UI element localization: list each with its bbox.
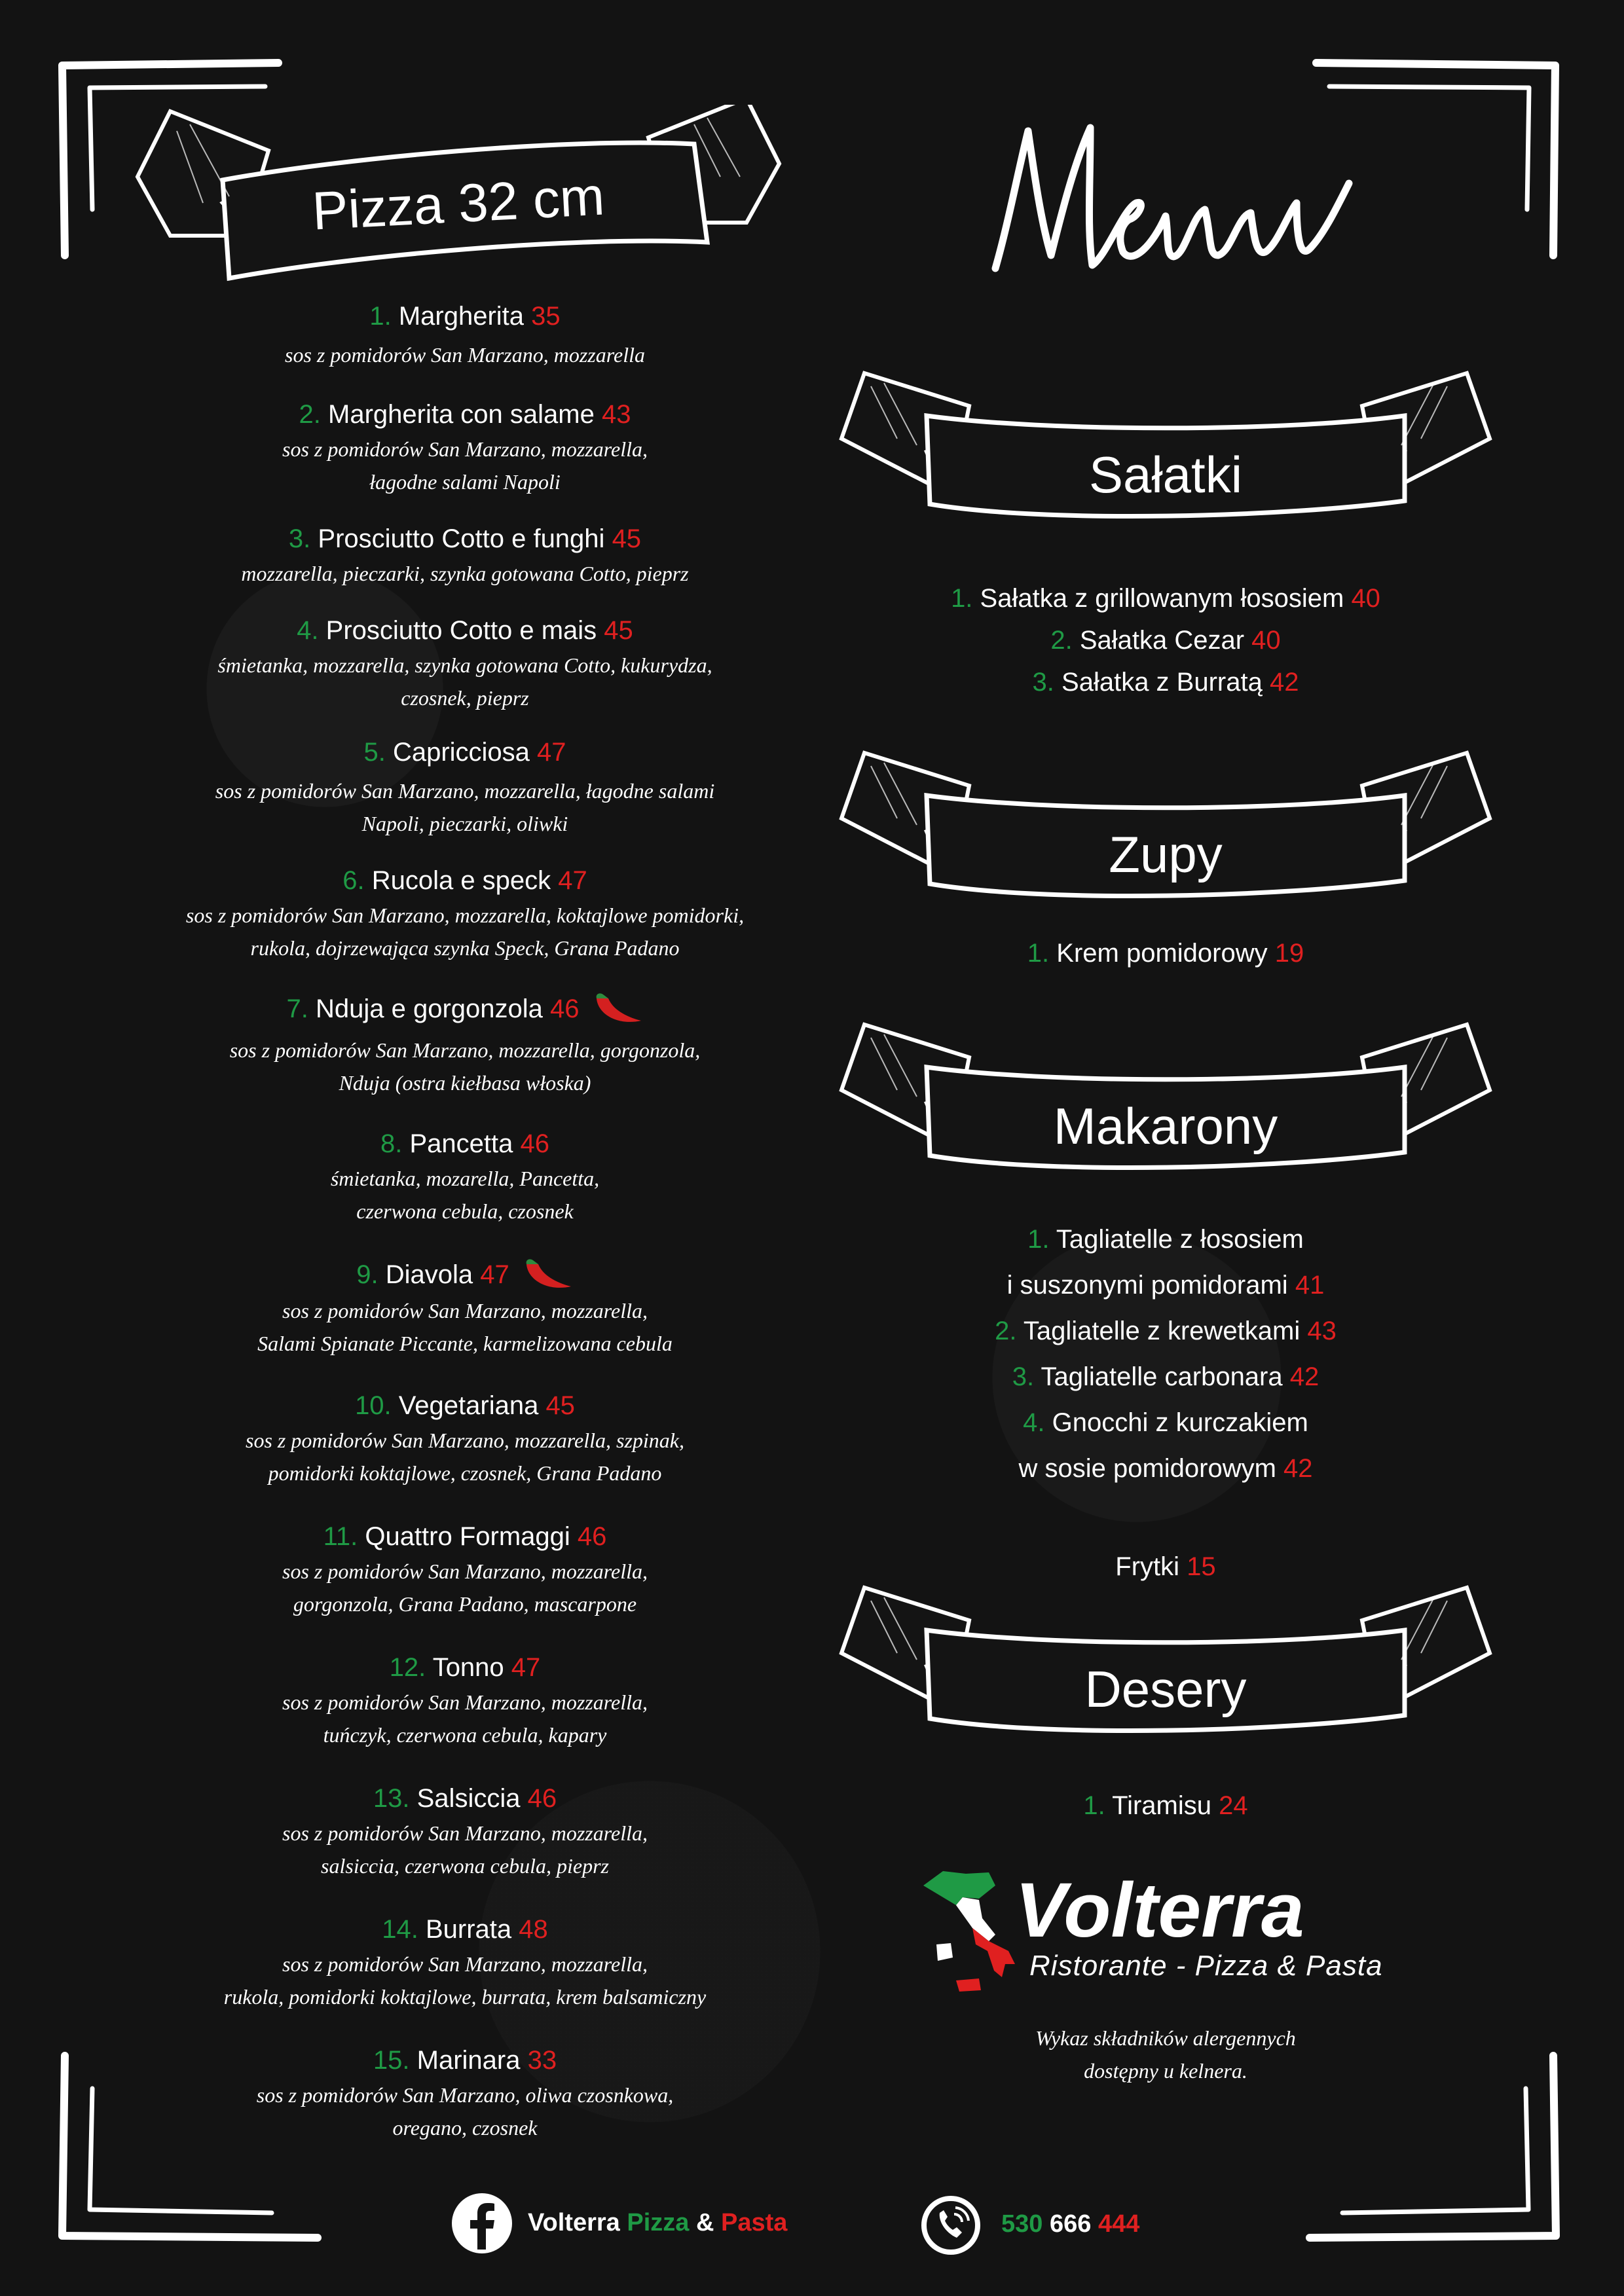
allergen-note-line: Wykaz składników alergennych [1035, 2026, 1296, 2050]
item-price: 40 [1351, 584, 1380, 613]
zupy-section-title: Zupy [1109, 826, 1223, 883]
item-price: 41 [1295, 1271, 1325, 1300]
list-item [72, 862, 858, 991]
item-name: Sałatka z Burratą [1061, 668, 1263, 697]
item-price: 40 [1251, 626, 1281, 655]
chili-pepper-icon [521, 1258, 574, 1294]
item-name: Krem pomidorowy [1056, 939, 1268, 968]
salatki-section-title: Sałatki [1088, 446, 1243, 503]
list-item [825, 661, 1506, 703]
item-description: sos z pomidorów San Marzano, mozzarella, gorgonzola, [229, 1038, 701, 1063]
desery-section-title: Desery [1084, 1660, 1247, 1718]
item-name: Burrata [425, 1915, 512, 1944]
item-name: Prosciutto Cotto e mais [325, 616, 597, 645]
item-number: 7. [286, 994, 308, 1023]
makarony-section-title: Makarony [1053, 1097, 1278, 1155]
item-price: 48 [519, 1915, 548, 1944]
item-number: 3. [1012, 1362, 1035, 1391]
item-description: tuńczyk, czerwona cebula, kapary [323, 1723, 607, 1747]
item-name: Sałatka z grillowanym łososiem [980, 584, 1344, 613]
item-number: 1. [1027, 1225, 1050, 1254]
item-name: Prosciutto Cotto e funghi [318, 524, 605, 553]
item-price: 46 [520, 1129, 549, 1158]
facebook-name-part: Volterra [528, 2209, 620, 2236]
item-description: sos z pomidorów San Marzano, mozzarella, koktajlowe pomidorki, [185, 903, 745, 927]
allergen-note [891, 2022, 1441, 2087]
item-description: oregano, czosnek [392, 2116, 538, 2140]
item-number: 13. [373, 1784, 410, 1813]
list-item-continued [825, 1446, 1506, 1491]
item-number: 6. [342, 866, 365, 895]
item-name: w sosie pomidorowym [1018, 1454, 1276, 1483]
facebook-name-part: Pasta [720, 2209, 788, 2236]
item-number: 2. [1050, 626, 1073, 655]
item-description: Nduja (ostra kiełbasa włoska) [339, 1071, 591, 1095]
salatki-list [825, 577, 1506, 703]
item-number: 2. [299, 400, 321, 429]
item-name: Rucola e speck [371, 866, 551, 895]
item-price: 43 [601, 400, 631, 429]
list-item [825, 577, 1506, 619]
item-number: 8. [380, 1129, 403, 1158]
item-description: śmietanka, mozarella, Pancetta, [330, 1167, 600, 1190]
allergen-note-line: dostępny u kelnera. [1084, 2059, 1247, 2083]
item-description: łagodne salami Napoli [369, 470, 561, 494]
item-name: Sałatka Cezar [1079, 626, 1245, 655]
item-price: 45 [604, 616, 633, 645]
desery-list [825, 1785, 1506, 1827]
item-name: Pancetta [409, 1129, 513, 1158]
item-description: czerwona cebula, czosnek [356, 1199, 574, 1223]
item-description: sos z pomidorów San Marzano, mozzarella, łagodne salami [215, 779, 715, 803]
list-item [72, 1780, 858, 1911]
item-number: 2. [995, 1317, 1017, 1345]
item-description: sos z pomidorów San Marzano, mozzarella, [282, 1559, 648, 1583]
item-description: sos z pomidorów San Marzano, mozzarella, [282, 1299, 648, 1323]
item-name: Nduja e gorgonzola [315, 994, 543, 1023]
phone-icon [920, 2195, 982, 2256]
list-item [72, 520, 858, 612]
item-price: 35 [531, 302, 561, 331]
item-name: Frytki [1115, 1552, 1180, 1581]
list-item [72, 1125, 858, 1256]
logo-name: Volterra [1015, 1867, 1304, 1954]
item-price: 47 [480, 1260, 509, 1289]
item-number: 15. [373, 2046, 410, 2075]
banner-pizza [131, 105, 786, 282]
item-number: 1. [1027, 939, 1050, 968]
item-name: Tagliatelle carbonara [1041, 1362, 1283, 1391]
item-number: 9. [356, 1260, 378, 1289]
item-name: Capricciosa [392, 738, 530, 767]
item-description: mozzarella, pieczarki, szynka gotowana Cotto, pieprz [241, 562, 689, 585]
list-item [72, 1518, 858, 1649]
makarony-list [825, 1216, 1506, 1590]
item-price: 42 [1289, 1362, 1320, 1391]
item-description: sos z pomidorów San Marzano, mozzarella, [282, 1690, 648, 1714]
logo-tagline: Ristorante - Pizza & Pasta [1029, 1950, 1383, 1982]
item-description: sos z pomidorów San Marzano, mozzarella, [282, 437, 648, 461]
banner-zupy [838, 746, 1493, 917]
item-price: 47 [558, 866, 587, 895]
item-description: sos z pomidorów San Marzano, mozzarella, [282, 1952, 648, 1976]
item-price: 47 [511, 1653, 541, 1682]
item-name: Gnocchi z kurczakiem [1052, 1408, 1308, 1437]
list-item [825, 1308, 1506, 1354]
phone-part: 530 [1001, 2210, 1043, 2238]
item-number: 4. [297, 616, 319, 645]
list-item [72, 991, 858, 1125]
item-name: Tagliatelle z łososiem [1056, 1225, 1304, 1254]
item-description: rukola, pomidorki koktajlowe, burrata, krem balsamiczny [223, 1985, 707, 2009]
phone-part: 666 [1049, 2210, 1092, 2238]
item-description: sos z pomidorów San Marzano, mozzarella [285, 343, 645, 367]
pizza-section-title: Pizza 32 cm [310, 166, 606, 242]
item-description: gorgonzola, Grana Padano, mascarpone [293, 1592, 637, 1616]
restaurant-logo [917, 1866, 1428, 1997]
item-name: Tonno [432, 1653, 504, 1682]
item-price: 45 [612, 524, 642, 553]
item-price: 46 [577, 1522, 607, 1551]
item-number: 3. [1032, 668, 1054, 697]
item-price: 24 [1219, 1791, 1248, 1820]
item-price: 42 [1269, 668, 1299, 697]
item-number: 5. [363, 738, 386, 767]
chili-pepper-icon [591, 992, 644, 1029]
item-number: 1. [951, 584, 973, 613]
list-item [72, 1256, 858, 1387]
item-price: 45 [545, 1391, 575, 1420]
list-item [825, 1216, 1506, 1262]
item-description: salsiccia, czerwona cebula, pieprz [321, 1854, 609, 1878]
item-name: Quattro Formaggi [365, 1522, 570, 1551]
list-item [825, 619, 1506, 661]
banner-makarony [838, 1018, 1493, 1188]
list-item-continued [825, 1262, 1506, 1308]
item-description: czosnek, pieprz [401, 686, 529, 710]
item-number: 1. [369, 302, 392, 331]
facebook-name-part: Pizza [627, 2209, 690, 2236]
banner-desery [838, 1581, 1493, 1751]
list-item [72, 298, 858, 396]
item-price: 42 [1283, 1454, 1313, 1483]
item-name: Tiramisu [1112, 1791, 1211, 1820]
list-item [825, 1785, 1506, 1827]
item-description: pomidorki koktajlowe, czosnek, Grana Padano [268, 1461, 662, 1485]
pizza-list [72, 298, 858, 2160]
facebook-name-part: & [695, 2209, 714, 2236]
list-item [72, 734, 858, 862]
zupy-list [825, 932, 1506, 974]
list-item [825, 1354, 1506, 1400]
item-name: Margherita [398, 302, 525, 331]
italy-map-icon [917, 1866, 1022, 1997]
item-description: śmietanka, mozzarella, szynka gotowana Cotto, kukurydza, [217, 653, 712, 677]
item-number: 3. [288, 524, 311, 553]
item-number: 4. [1023, 1408, 1045, 1437]
item-name: Salsiccia [416, 1784, 521, 1813]
list-item [72, 396, 858, 520]
item-name: Vegetariana [398, 1391, 539, 1420]
item-name: Marinara [416, 2046, 521, 2075]
item-price: 15 [1187, 1552, 1216, 1581]
list-item [72, 1649, 858, 1780]
phone-part: 444 [1098, 2210, 1140, 2238]
banner-salatki [838, 367, 1493, 537]
list-item [72, 2042, 858, 2160]
item-price: 43 [1307, 1317, 1337, 1345]
item-price: 19 [1274, 939, 1304, 968]
item-price: 33 [527, 2046, 557, 2075]
item-name: i suszonymi pomidorami [1006, 1271, 1288, 1300]
list-item [825, 1400, 1506, 1446]
item-number: 11. [323, 1522, 358, 1551]
item-number: 10. [355, 1391, 392, 1420]
item-description: Napoli, pieczarki, oliwki [361, 812, 568, 835]
item-number: 14. [382, 1915, 418, 1944]
item-price: 47 [537, 738, 566, 767]
item-description: sos z pomidorów San Marzano, oliwa czosnkowa, [256, 2083, 674, 2107]
facebook-icon [451, 2192, 513, 2255]
list-item [72, 1387, 858, 1518]
item-name: Tagliatelle z krewetkami [1023, 1317, 1301, 1345]
item-name: Margherita con salame [328, 400, 595, 429]
menu-title [982, 105, 1369, 301]
item-number: 1. [1083, 1791, 1105, 1820]
item-description: sos z pomidorów San Marzano, mozzarella, [282, 1821, 648, 1845]
item-name: Diavola [385, 1260, 473, 1289]
list-item [72, 1911, 858, 2042]
menu-title-script-art [982, 105, 1369, 301]
item-price: 46 [550, 994, 580, 1023]
list-item [72, 612, 858, 734]
item-description: rukola, dojrzewająca szynka Speck, Grana Padano [250, 936, 680, 960]
item-price: 46 [527, 1784, 557, 1813]
item-description: Salami Spianate Piccante, karmelizowana cebula [257, 1332, 673, 1356]
item-description: sos z pomidorów San Marzano, mozzarella, szpinak, [246, 1429, 684, 1452]
item-number: 12. [389, 1653, 426, 1682]
list-item [825, 932, 1506, 974]
